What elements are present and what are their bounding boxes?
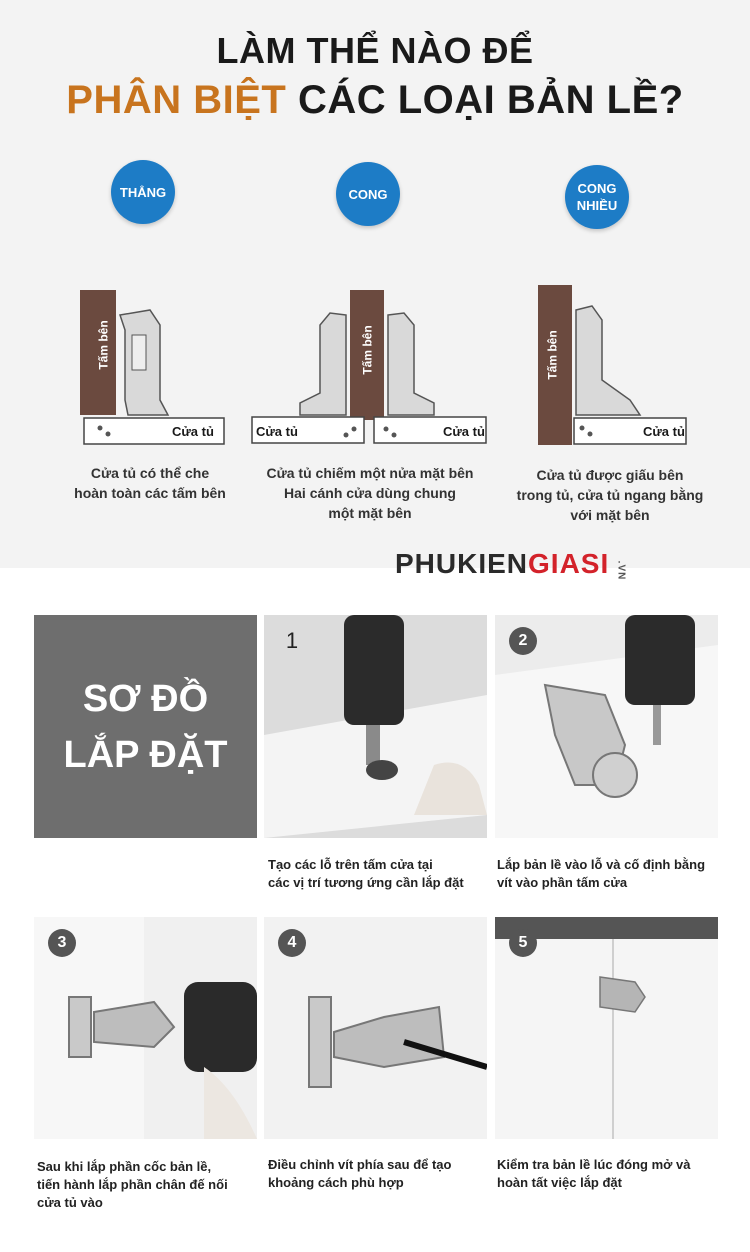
badge-thang: THẲNG (111, 160, 175, 224)
step-text-line: cửa tủ vào (37, 1195, 103, 1210)
step-number: 4 (278, 929, 306, 957)
brand-part1: PHUKIEN (395, 548, 529, 579)
door-label-right: Cửa tủ (443, 424, 485, 439)
step-4-text (268, 1156, 451, 1192)
caption-line: Hai cánh cửa dùng chung (284, 485, 456, 501)
step-1-photo (264, 615, 487, 838)
caption-thang (50, 463, 250, 503)
step-text-line: vít vào phần tấm cửa (497, 875, 628, 890)
title-line-1: LÀM THỂ NÀO ĐỂ (216, 30, 534, 71)
step-text-line: Điều chỉnh vít phía sau để tạo (268, 1157, 452, 1172)
step-number: 1 (285, 628, 299, 653)
step-2-photo (495, 615, 718, 838)
caption-cong (255, 463, 485, 523)
install-heading-box (34, 615, 257, 838)
badge-cong: CONG (336, 162, 400, 226)
caption-line: một mặt bên (328, 505, 412, 521)
step-text-line: hoàn tất việc lắp đặt (497, 1175, 622, 1190)
door-label: Cửa tủ (643, 424, 685, 439)
caption-line: Cửa tủ chiếm một nửa mặt bên (266, 465, 474, 481)
title-rest: CÁC LOẠI BẢN LỀ? (286, 78, 684, 122)
step-text-line: Sau khi lắp phần cốc bản lề, (37, 1159, 212, 1174)
badge-cong-nhieu (565, 165, 629, 229)
door-label: Cửa tủ (172, 424, 214, 439)
step-text-line: Lắp bản lề vào lỗ và cố định bằng (497, 857, 706, 872)
caption-line: trong tủ, cửa tủ ngang bằng (516, 487, 704, 503)
step-text-line: khoảng cách phù hợp (268, 1175, 404, 1190)
step-3-text (37, 1158, 228, 1212)
step-text-line: tiến hành lắp phần chân đế nối (37, 1177, 228, 1192)
title-line-2 (0, 78, 750, 123)
step-1-text (268, 856, 464, 892)
step-4-photo (264, 917, 487, 1139)
panel-label: Tấm bên (361, 325, 375, 375)
step-text-line: các vị trí tương ứng cần lắp đặt (268, 875, 464, 890)
caption-line: Cửa tủ được giấu bên (536, 467, 684, 483)
brand-part2: GIASI (528, 548, 610, 579)
step-number: 5 (509, 929, 537, 957)
badge-line: NHIỀU (576, 198, 618, 213)
brand-logo (395, 548, 631, 580)
title-highlight: PHÂN BIỆT (66, 78, 287, 122)
panel-label: Tấm bên (97, 320, 111, 370)
step-5-photo (495, 917, 718, 1139)
install-heading-line: SƠ ĐỒ (82, 677, 209, 720)
step-text-line: Tạo các lỗ trên tấm cửa tại (268, 857, 433, 872)
caption-line: Cửa tủ có thể che (90, 465, 210, 481)
panel-label: Tấm bên (546, 330, 560, 380)
step-number: 3 (48, 929, 76, 957)
step-number: 2 (509, 627, 537, 655)
step-3-photo (34, 917, 257, 1139)
step-5-text (497, 1156, 690, 1192)
install-heading-line: LẮP ĐẶT (63, 733, 228, 776)
caption-cong-nhieu (500, 465, 720, 525)
caption-line: với mặt bên (570, 507, 650, 523)
step-text-line: Kiểm tra bản lề lúc đóng mở và (497, 1157, 691, 1172)
caption-line: hoàn toàn các tấm bên (74, 485, 226, 501)
door-label-left: Cửa tủ (256, 424, 298, 439)
brand-suffix: .VN (615, 560, 627, 581)
step-2-text (497, 856, 705, 892)
badge-line: CONG (577, 181, 617, 196)
